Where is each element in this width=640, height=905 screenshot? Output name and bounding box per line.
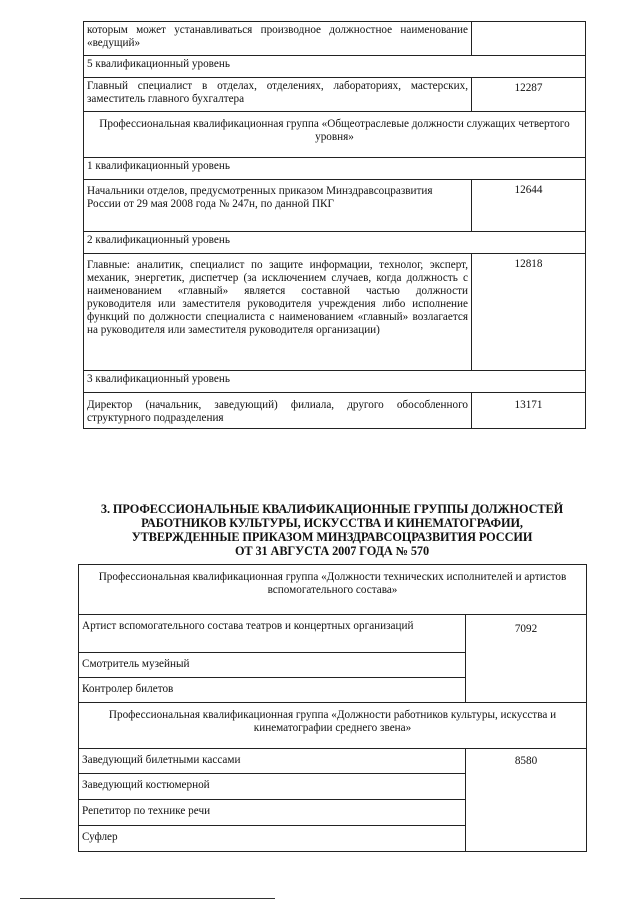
salary-cell: 12818: [472, 254, 586, 371]
table-row: [84, 112, 586, 158]
table-row: [79, 565, 587, 615]
position-cell: Репетитор по технике речи: [79, 800, 466, 826]
table-row: [79, 703, 587, 749]
table-row: [84, 56, 586, 78]
qualification-group-mid-level: Профессиональная квалификационная группа «Должности работников культуры, искусства и кинематографии среднего звена»: [79, 703, 587, 749]
position-cell: которым может устанавливаться производное должностное наименование «ведущий»: [84, 22, 472, 56]
position-cell: Артист вспомогательного состава театров и концертных организаций: [79, 615, 466, 653]
footnote-separator: [20, 898, 275, 899]
heading-line: ОТ 31 АВГУСТА 2007 ГОДА № 570: [234, 544, 430, 558]
table-row: [84, 254, 586, 371]
table-row: [84, 371, 586, 393]
position-cell: Контролер билетов: [79, 678, 466, 703]
salary-cell: [472, 22, 586, 56]
table-row: [84, 180, 586, 232]
table-row: [84, 393, 586, 429]
table-row: [84, 22, 586, 56]
position-cell: Смотритель музейный: [79, 653, 466, 678]
heading-line: РАБОТНИКОВ КУЛЬТУРЫ, ИСКУССТВА И КИНЕМАТОГРАФИИ,: [141, 516, 523, 530]
qualification-level-5: 5 квалификационный уровень: [84, 56, 586, 78]
section-3-heading: [78, 502, 586, 558]
position-cell: Заведующий костюмерной: [79, 774, 466, 800]
position-cell: Заведующий билетными кассами: [79, 749, 466, 774]
position-cell: Директор (начальник, заведующий) филиала, другого обособленного структурного подразделения: [84, 393, 472, 429]
salary-cell: 7092: [466, 615, 587, 703]
table-row: [79, 615, 587, 653]
position-cell: Начальники отделов, предусмотренных приказом Минздравсоцразвития России от 29 мая 2008 года № 247н, по данной ПКГ: [84, 180, 472, 232]
position-cell: Главный специалист в отделах, отделениях, лабораториях, мастерских, заместитель главного бухгалтера: [84, 78, 472, 112]
salary-table-general-positions: [83, 21, 586, 429]
qualification-level-1: 1 квалификационный уровень: [84, 158, 586, 180]
qualification-level-3: 3 квалификационный уровень: [84, 371, 586, 393]
heading-line: 3. ПРОФЕССИОНАЛЬНЫЕ КВАЛИФИКАЦИОННЫЕ ГРУППЫ ДОЛЖНОСТЕЙ: [100, 502, 564, 516]
salary-cell: 8580: [466, 749, 587, 852]
qualification-level-2: 2 квалификационный уровень: [84, 232, 586, 254]
position-cell: Суфлер: [79, 826, 466, 852]
table-row: [84, 158, 586, 180]
table-row: [79, 749, 587, 774]
salary-cell: 13171: [472, 393, 586, 429]
table-row: [84, 232, 586, 254]
qualification-group-technical: Профессиональная квалификационная группа «Должности технических исполнителей и артистов вспомогательного состава»: [79, 565, 587, 615]
heading-line: УТВЕРЖДЕННЫЕ ПРИКАЗОМ МИНЗДРАВСОЦРАЗВИТИЯ РОССИИ: [131, 530, 533, 544]
qualification-group-4: Профессиональная квалификационная группа «Общеотраслевые должности служащих четвертого уровня»: [84, 112, 586, 158]
table-row: [84, 78, 586, 112]
salary-cell: 12644: [472, 180, 586, 232]
salary-table-culture-positions: [78, 564, 587, 852]
salary-cell: 12287: [472, 78, 586, 112]
position-cell: Главные: аналитик, специалист по защите информации, технолог, эксперт, механик, энергетик, диспетчер (за исключением случаев, когда должность с наименованием «главный» является составной частью должности руководителя или заместителя руководителя учреждения либо исполнение функций по должности специалиста с наименованием «главный» возлагается на руководителя или заместителя руководителя организации): [84, 254, 472, 371]
